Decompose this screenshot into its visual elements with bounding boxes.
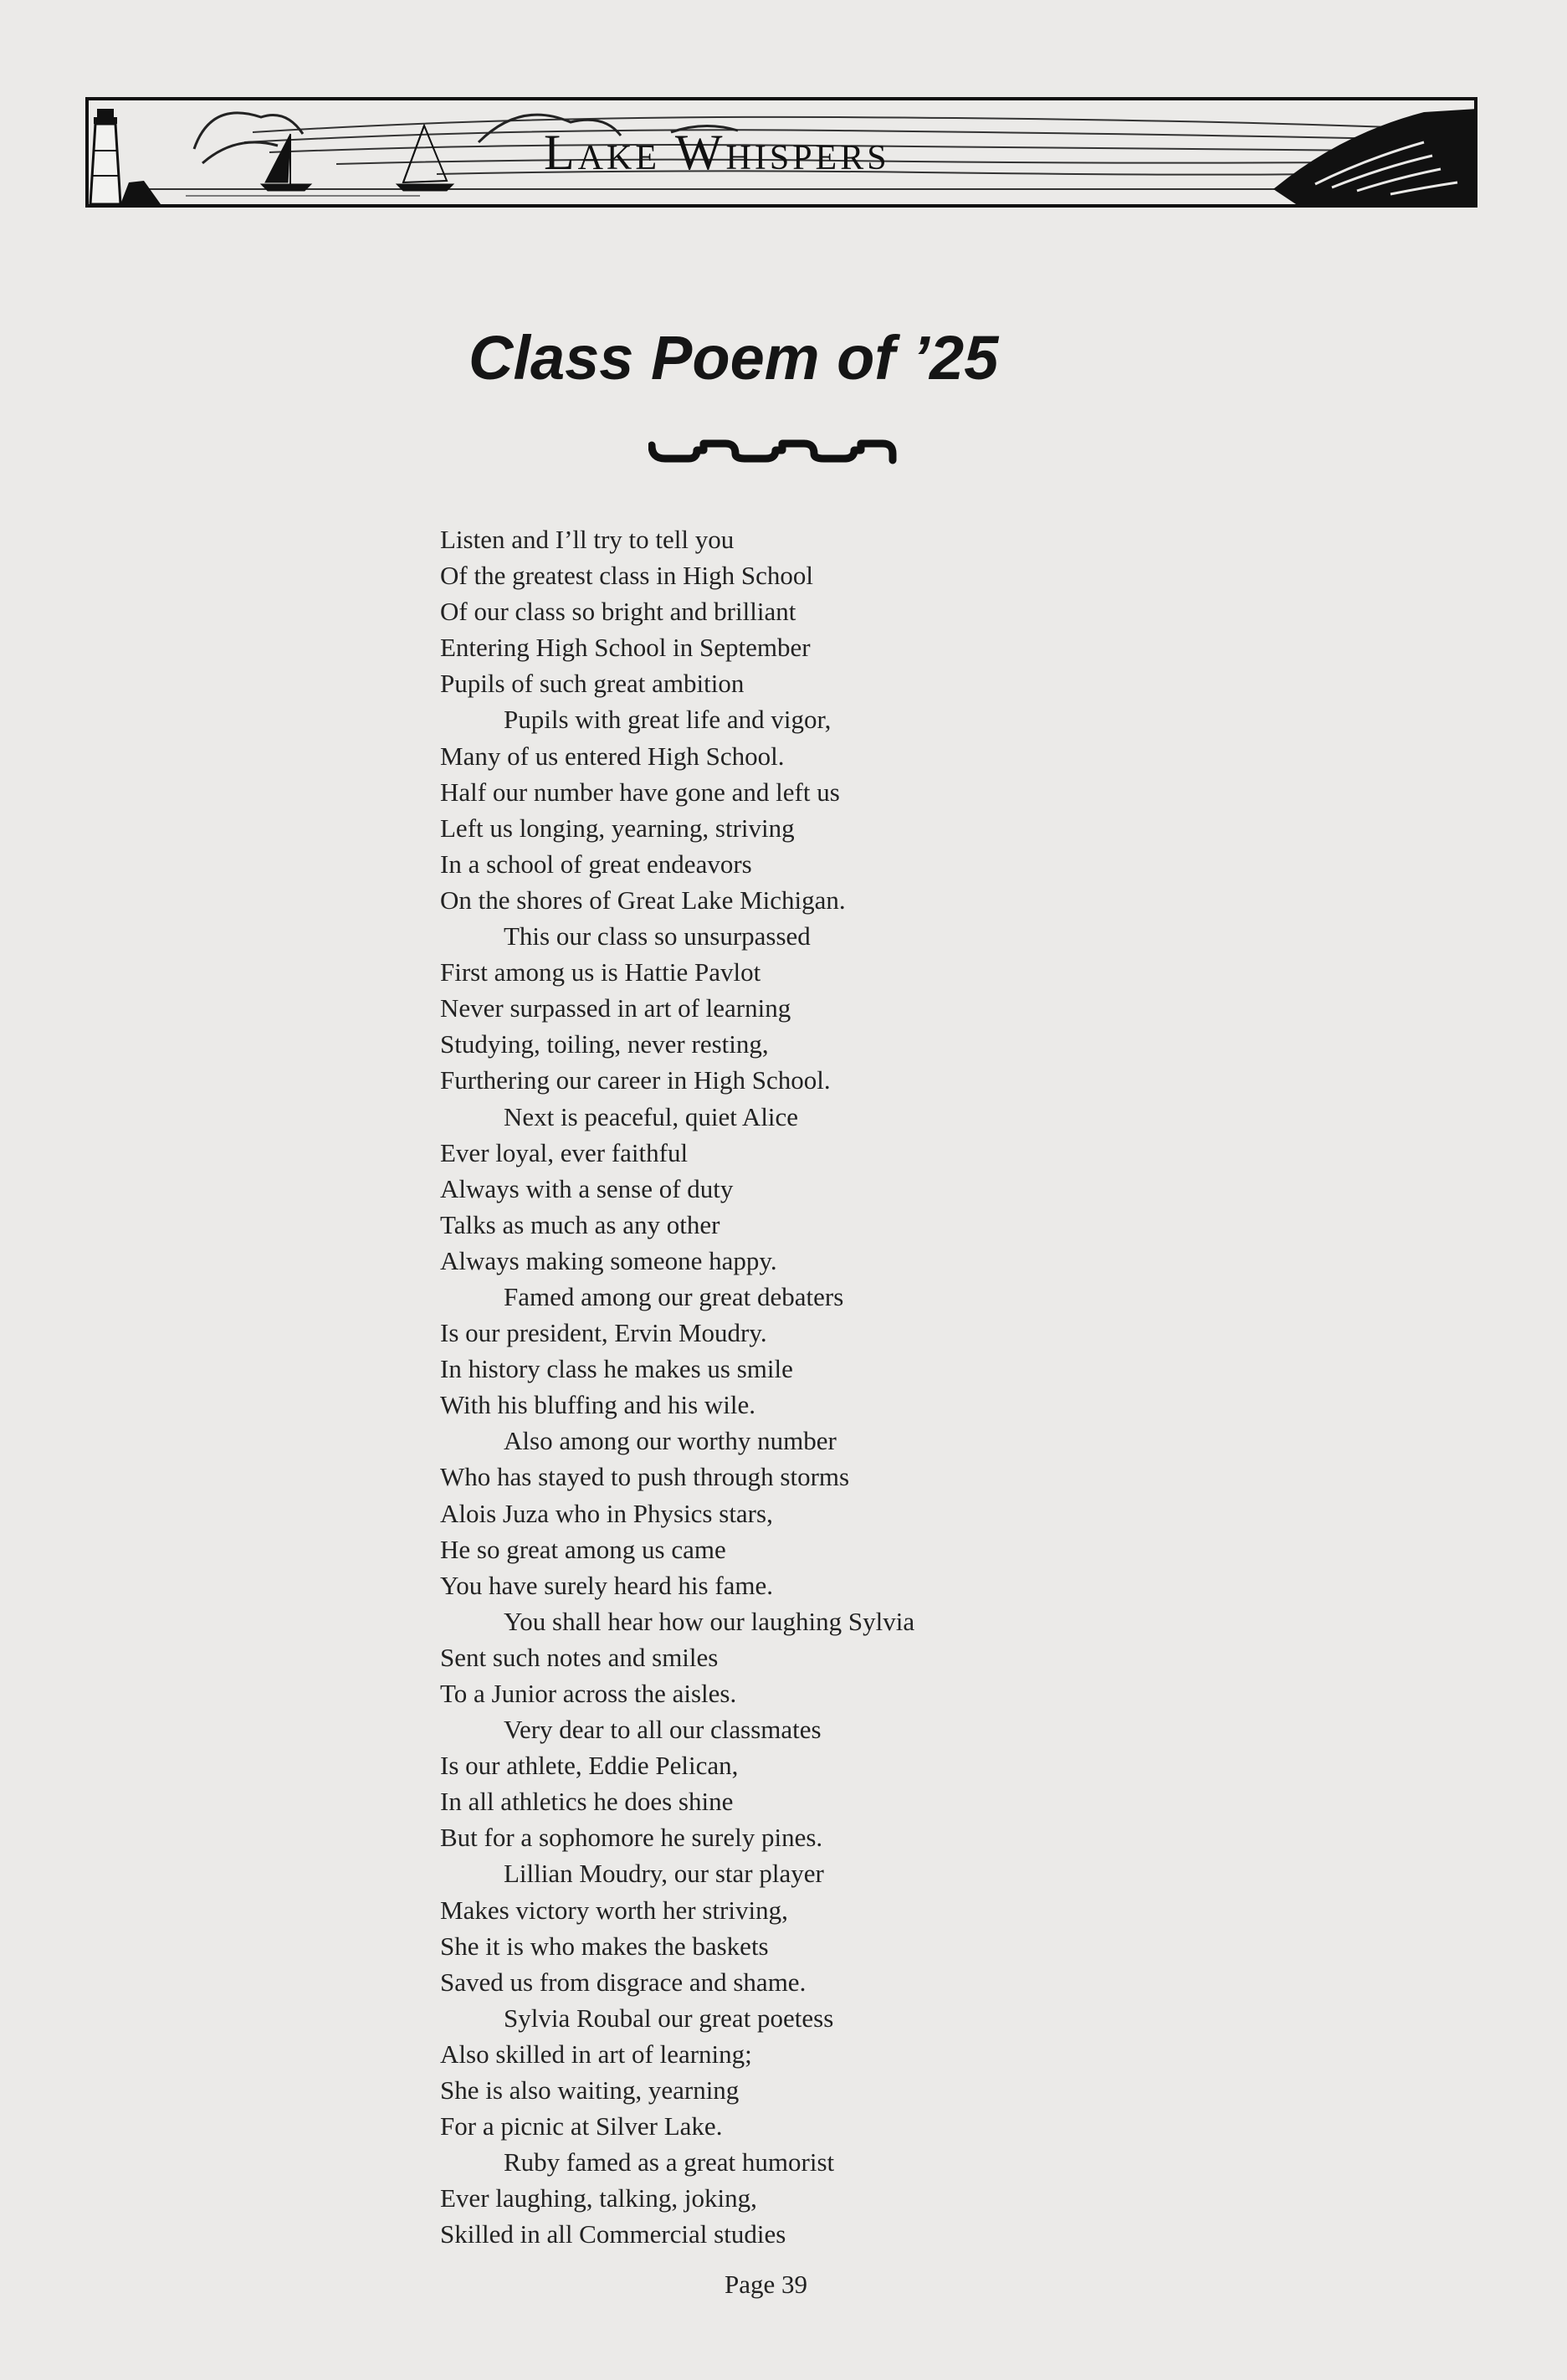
poem-line: Famed among our great debaters: [504, 1281, 844, 1311]
poem-line: Always making someone happy.: [440, 1245, 777, 1275]
poem-line: She is also waiting, yearning: [440, 2075, 740, 2106]
poem-line: Very dear to all our classmates: [504, 1715, 822, 1745]
poem-line: Is our athlete, Eddie Pelican,: [440, 1751, 739, 1781]
poem-line: Ruby famed as a great humorist: [504, 2147, 835, 2177]
poem-line: Talks as much as any other: [440, 1209, 720, 1239]
page-number: Page 39: [725, 2270, 808, 2299]
poem-line: Also skilled in art of learning;: [440, 2039, 752, 2069]
cliff-icon: [1273, 109, 1477, 206]
poem-line: You have surely heard his fame.: [440, 1570, 774, 1600]
poem-line: Pupils of such great ambition: [440, 669, 745, 699]
wave-ornament-icon: [648, 437, 908, 465]
poem-line: Many of us entered High School.: [440, 741, 785, 771]
poem-line: Half our number have gone and left us: [440, 777, 840, 807]
poem-line: Always with a sense of duty: [440, 1173, 734, 1203]
poem-line: You shall hear how our laughing Sylvia: [504, 1606, 915, 1636]
banner-title: Lake Whispers: [544, 125, 890, 180]
poem-line: Ever laughing, talking, joking,: [440, 2183, 757, 2213]
poem-line: Alois Juza who in Physics stars,: [440, 1498, 773, 1528]
poem-line: Next is peaceful, quiet Alice: [504, 1101, 799, 1131]
poem-line: Sent such notes and smiles: [440, 1642, 719, 1672]
poem-line: On the shores of Great Lake Michigan.: [440, 885, 846, 915]
poem-line: Left us longing, yearning, striving: [440, 813, 795, 843]
poem-line: Pupils with great life and vigor,: [504, 705, 832, 735]
poem-line: Entering High School in September: [440, 633, 811, 663]
poem-line: Is our president, Ervin Moudry.: [440, 1318, 767, 1348]
poem-line: Furthering our career in High School.: [440, 1065, 831, 1095]
poem-line: Lillian Moudry, our star player: [504, 1859, 824, 1889]
poem-line: Of the greatest class in High School: [440, 561, 813, 591]
poem-line: He so great among us came: [440, 1534, 726, 1564]
lighthouse-icon: [90, 109, 161, 204]
poem-line: She it is who makes the baskets: [440, 1931, 769, 1961]
poem-line: Ever loyal, ever faithful: [440, 1137, 689, 1167]
poem-line: Of our class so bright and brilliant: [440, 597, 796, 627]
poem-line: Who has stayed to push through storms: [440, 1462, 850, 1492]
poem-line: Also among our worthy number: [504, 1426, 837, 1456]
poem-line: To a Junior across the aisles.: [440, 1679, 737, 1708]
poem-line: With his bluffing and his wile.: [440, 1390, 756, 1420]
header-banner: [85, 84, 1477, 208]
poem-title: Class Poem of ’25: [469, 323, 999, 392]
poem-line: Saved us from disgrace and shame.: [440, 1967, 807, 1997]
poem-line: In history class he makes us smile: [440, 1354, 793, 1384]
poem-line: Sylvia Roubal our great poetess: [504, 2003, 834, 2033]
poem-line: Never surpassed in art of learning: [440, 993, 791, 1023]
poem-line: In all athletics he does shine: [440, 1787, 734, 1817]
poem-line: Skilled in all Commercial studies: [440, 2219, 786, 2249]
poem-line: For a picnic at Silver Lake.: [440, 2111, 723, 2141]
poem-line: Listen and I’ll try to tell you: [440, 525, 735, 554]
poem-line: In a school of great endeavors: [440, 849, 752, 879]
poem-line: Studying, toiling, never resting,: [440, 1029, 769, 1059]
poem-body: [440, 521, 1193, 2253]
poem-line: But for a sophomore he surely pines.: [440, 1823, 823, 1853]
poem-line: This our class so unsurpassed: [504, 921, 811, 951]
poem-line: First among us is Hattie Pavlot: [440, 957, 761, 987]
poem-line: Makes victory worth her striving,: [440, 1895, 788, 1925]
